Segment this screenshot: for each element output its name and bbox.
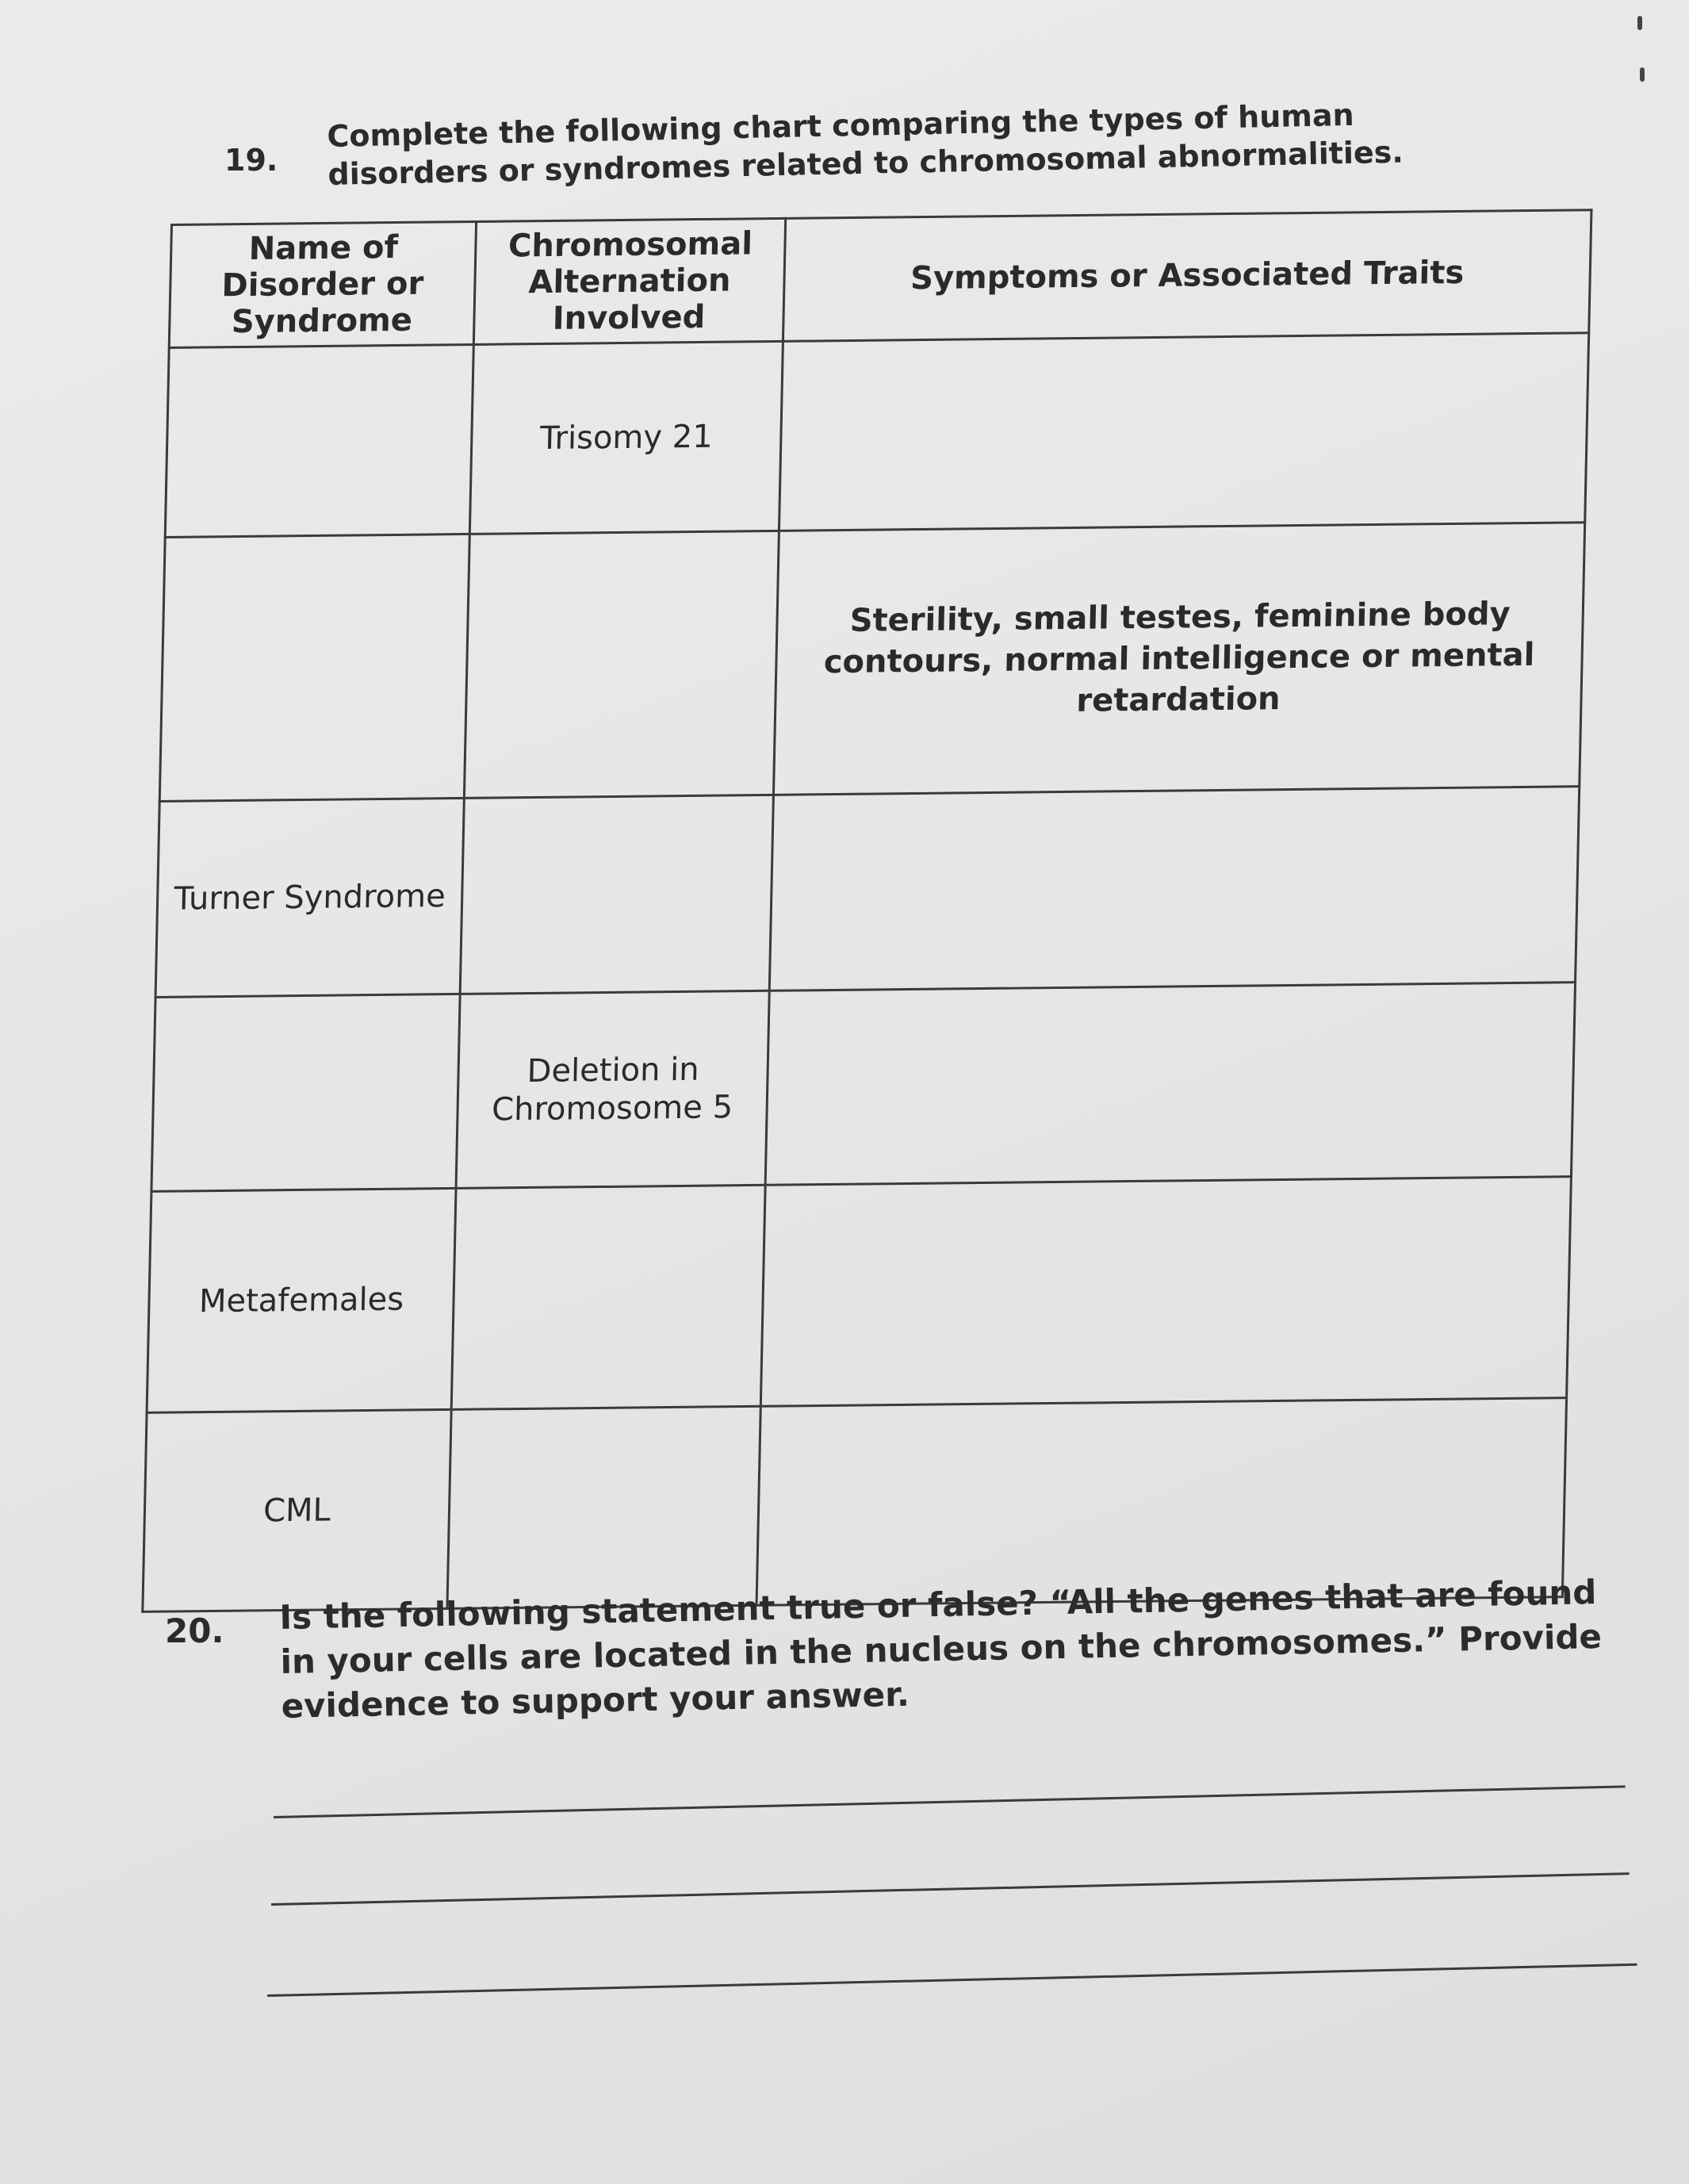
chart-row <box>165 333 1588 538</box>
disorder-comparison-chart <box>141 209 1592 1613</box>
margin-mark <box>1637 16 1642 30</box>
header-symptoms: Symptoms or Associated Traits <box>783 210 1591 342</box>
header-alteration: Chromosomal Alternation Involved <box>473 218 785 344</box>
cell-alteration[interactable] <box>447 1406 760 1608</box>
cell-alteration[interactable]: Deletion in Chromosome 5 <box>456 990 769 1188</box>
cell-symptoms[interactable] <box>769 787 1579 991</box>
chart-row <box>159 523 1584 802</box>
cell-name[interactable]: CML <box>143 1409 451 1611</box>
answer-line[interactable] <box>271 1872 1630 1906</box>
header-name: Name of Disorder or Syndrome <box>169 221 476 347</box>
cell-name[interactable] <box>159 534 469 801</box>
question-19-text: Complete the following chart comparing the types of human disorders or syndromes related to chromosomal abnormalities. <box>327 97 1404 192</box>
answer-line[interactable] <box>274 1785 1626 1818</box>
cell-name[interactable]: Metafemales <box>147 1188 456 1412</box>
chart-header-row <box>169 210 1591 348</box>
cell-symptoms[interactable] <box>765 983 1575 1186</box>
cell-symptoms[interactable] <box>779 333 1588 531</box>
chart-row <box>155 787 1580 998</box>
question-19-number: 19. <box>224 143 278 178</box>
cell-alteration[interactable] <box>460 795 773 994</box>
cell-alteration[interactable] <box>451 1185 765 1409</box>
cell-alteration[interactable] <box>464 531 779 798</box>
cell-symptoms[interactable] <box>760 1177 1571 1407</box>
question-20-number: 20. <box>165 1611 224 1650</box>
cell-alteration[interactable]: Trisomy 21 <box>469 341 783 534</box>
cell-symptoms[interactable]: Sterility, small testes, feminine body contours, normal intelligence or mental retardation <box>773 523 1584 795</box>
cell-name[interactable] <box>151 994 460 1191</box>
answer-line[interactable] <box>267 1964 1637 1997</box>
cell-name[interactable] <box>165 344 473 537</box>
cell-name[interactable]: Turner Syndrome <box>155 798 464 997</box>
question-20-text: Is the following statement true or false? “All the genes that are found in your cells are located in the nucleus on the chromosomes.” Provide evidence to support your answer. <box>279 1573 1603 1726</box>
margin-mark <box>1640 67 1645 82</box>
chart-row <box>147 1177 1571 1413</box>
chart-row <box>151 983 1576 1192</box>
